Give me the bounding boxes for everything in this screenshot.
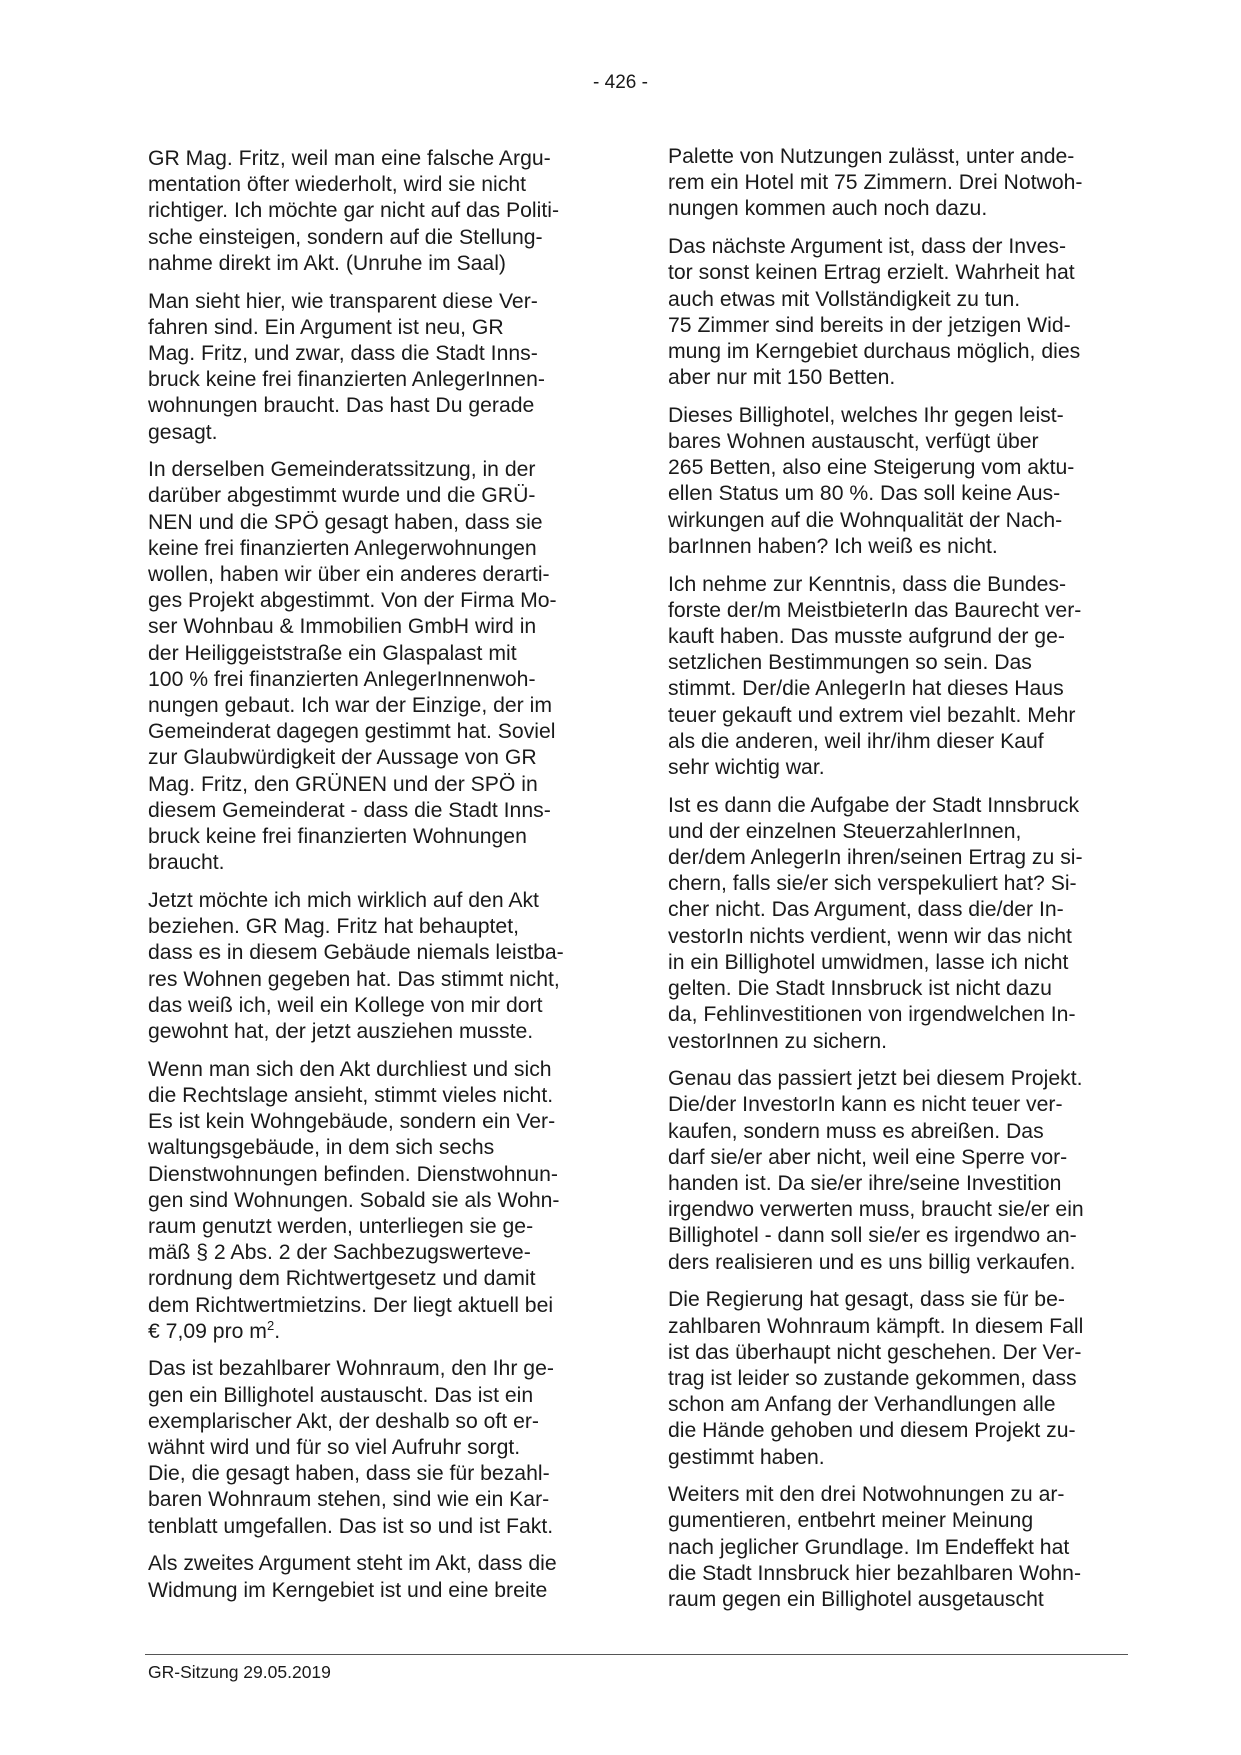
- text-line: stimmt. Der/die AnlegerIn hat dieses Haus: [668, 677, 1064, 701]
- text-line: mentation öfter wiederholt, wird sie nicht: [148, 173, 527, 197]
- text-line: Dieses Billighotel, welches Ihr gegen leist-: [668, 403, 1064, 427]
- text-line: 100 % frei finanzierten AnlegerInnenwoh-: [148, 667, 536, 691]
- text-line: sche einsteigen, sondern auf die Stellung-: [148, 225, 543, 249]
- text-line: rordnung dem Richtwertgesetz und damit: [148, 1267, 536, 1291]
- text-line: gen sind Wohnungen. Sobald sie als Wohn-: [148, 1188, 560, 1212]
- text-line: bruck keine frei finanzierten Wohnungen: [148, 825, 527, 849]
- text-line: richtiger. Ich möchte gar nicht auf das Politi-: [148, 199, 559, 223]
- text-line: vestorIn nichts verdient, wenn wir das nicht: [668, 924, 1072, 948]
- text-line: das weiß ich, weil ein Kollege von mir dort: [148, 993, 543, 1017]
- text-line: mung im Kerngebiet durchaus möglich, dies: [668, 339, 1081, 363]
- text-line: setzlichen Bestimmungen so sein. Das: [668, 651, 1032, 675]
- text-line: der/dem AnlegerIn ihren/seinen Ertrag zu si-: [668, 846, 1083, 870]
- text-line: res Wohnen gegeben hat. Das stimmt nicht,: [148, 967, 560, 991]
- text-line: Mag. Fritz, den GRÜNEN und der SPÖ in: [148, 772, 538, 796]
- text-line: kaufen, sondern muss es abreißen. Das: [668, 1119, 1044, 1143]
- text-line: baren Wohnraum stehen, sind wie ein Kar-: [148, 1488, 550, 1512]
- text-line: exemplarischer Akt, der deshalb so oft er-: [148, 1409, 539, 1433]
- text-line: dass es in diesem Gebäude niemals leistba-: [148, 941, 564, 965]
- text-line: dem Richtwertmietzins. Der liegt aktuell bei: [148, 1293, 554, 1317]
- text-line: Weiters mit den drei Notwohnungen zu ar-: [668, 1483, 1065, 1507]
- text-line: in ein Billighotel umwidmen, lasse ich nicht: [668, 950, 1069, 974]
- text-line: zur Glaubwürdigkeit der Aussage von GR: [148, 746, 537, 770]
- text-line: waltungsgebäude, in dem sich sechs: [148, 1136, 495, 1160]
- text-line: barInnen haben? Ich weiß es nicht.: [668, 534, 998, 558]
- text-line: Billighotel - dann soll sie/er es irgendwo an-: [668, 1224, 1077, 1248]
- text-line: Wenn man sich den Akt durchliest und sich: [148, 1057, 552, 1081]
- paragraph: [148, 1356, 603, 1539]
- superscript: 2: [266, 1317, 275, 1333]
- paragraph: [148, 289, 603, 446]
- paragraph: [148, 1551, 603, 1603]
- text-line: gesagt.: [148, 420, 218, 444]
- text-line: cher nicht. Das Argument, dass die/der In-: [668, 898, 1064, 922]
- text-line: raum gegen ein Billighotel ausgetauscht: [668, 1588, 1044, 1612]
- text-line: nungen kommen auch noch dazu.: [668, 197, 988, 221]
- text-line: die Hände gehoben und diesem Projekt zu-: [668, 1419, 1076, 1443]
- paragraph: [668, 1287, 1123, 1470]
- text-line: schon am Anfang der Verhandlungen alle: [668, 1393, 1056, 1417]
- text-line: In derselben Gemeinderatssitzung, in der: [148, 458, 536, 482]
- paragraph: [148, 146, 603, 277]
- text-line: Palette von Nutzungen zulässt, unter ande-: [668, 145, 1075, 168]
- text-line: nach jeglicher Grundlage. Im Endeffekt hat: [668, 1535, 1070, 1559]
- text-line: die Rechtslage ansieht, stimmt vieles nicht.: [148, 1083, 554, 1107]
- text-line: wollen, haben wir über ein anderes derarti-: [148, 563, 550, 587]
- text-line: gen ein Billighotel austauscht. Das ist ein: [148, 1383, 534, 1407]
- text-line: Ich nehme zur Kenntnis, dass die Bundes-: [668, 572, 1067, 596]
- text-line: Es ist kein Wohngebäude, sondern ein Ver-: [148, 1110, 556, 1134]
- text-line: sehr wichtig war.: [668, 755, 825, 779]
- text-line: Dienstwohnungen befinden. Dienstwohnun-: [148, 1162, 558, 1186]
- text-line: Jetzt möchte ich mich wirklich auf den Akt: [148, 888, 539, 912]
- text-line: Als zweites Argument steht im Akt, dass die: [148, 1552, 557, 1576]
- text-line: aber nur mit 150 Betten.: [668, 366, 896, 390]
- text-line: wirkungen auf die Wohnqualität der Nach-: [668, 508, 1063, 532]
- text-line: ser Wohnbau & Immobilien GmbH wird in: [148, 615, 537, 639]
- text-line: mäß § 2 Abs. 2 der Sachbezugswerteve-: [148, 1241, 531, 1265]
- text-line: handen ist. Da sie/er ihre/seine Investition: [668, 1172, 1062, 1196]
- page-number: - 426 -: [593, 72, 648, 93]
- text-line: und der einzelnen SteuerzahlerInnen,: [668, 819, 1022, 843]
- text-line: da, Fehlinvestitionen von irgendwelchen In-: [668, 1003, 1076, 1027]
- text-line: Mag. Fritz, und zwar, dass die Stadt Inns-: [148, 341, 538, 365]
- text-line: keine frei finanzierten Anlegerwohnungen: [148, 536, 537, 560]
- text-line: zahlbaren Wohnraum kämpft. In diesem Fall: [668, 1314, 1084, 1338]
- text-line: nungen gebaut. Ich war der Einzige, der im: [148, 694, 552, 718]
- text-line: kauft haben. Das musste aufgrund der ge-: [668, 624, 1065, 648]
- text-line: braucht.: [148, 851, 225, 875]
- text-line: gestimmt haben.: [668, 1445, 825, 1469]
- text-line: [148, 1319, 603, 1345]
- text-line: gewohnt hat, der jetzt ausziehen musste.: [148, 1020, 534, 1043]
- text-line: Das nächste Argument ist, dass der Inves-: [668, 235, 1067, 259]
- text-line: diesem Gemeinderat - dass die Stadt Inns-: [148, 798, 551, 822]
- text-line: wohnungen braucht. Das hast Du gerade: [148, 394, 535, 418]
- paragraph: [668, 403, 1123, 560]
- text-line: ges Projekt abgestimmt. Von der Firma Mo-: [148, 589, 557, 613]
- right-column: [668, 144, 1123, 1625]
- paragraph: [148, 457, 603, 876]
- text-line: ders realisieren und es uns billig verkaufen.: [668, 1250, 1076, 1274]
- text-line: die Stadt Innsbruck hier bezahlbaren Wohn-: [668, 1561, 1082, 1585]
- text-line: darf sie/er aber nicht, weil eine Sperre vor-: [668, 1145, 1068, 1169]
- text-line: bares Wohnen austauscht, verfügt über: [668, 430, 1039, 454]
- text-line: trag ist leider so zustande gekommen, dass: [668, 1366, 1077, 1390]
- text-line: Widmung im Kerngebiet ist und eine breite: [148, 1578, 548, 1602]
- text-segment: .: [274, 1319, 281, 1343]
- text-line: forste der/m MeistbieterIn das Baurecht ver-: [668, 598, 1082, 622]
- text-line: ist das überhaupt nicht geschehen. Der Ver-: [668, 1340, 1082, 1364]
- text-line: auch etwas mit Vollständigkeit zu tun.: [668, 287, 1021, 311]
- text-line: tor sonst keinen Ertrag erzielt. Wahrheit hat: [668, 261, 1075, 285]
- text-line: wähnt wird und für so viel Aufruhr sorgt.: [148, 1436, 521, 1460]
- text-line: vestorInnen zu sichern.: [668, 1029, 888, 1053]
- text-line: nahme direkt im Akt. (Unruhe im Saal): [148, 251, 506, 275]
- text-line: gelten. Die Stadt Innsbruck ist nicht dazu: [668, 977, 1052, 1001]
- text-line: der Heiliggeiststraße ein Glaspalast mit: [148, 641, 517, 665]
- paragraph: [668, 1066, 1123, 1276]
- left-column: [148, 146, 603, 1615]
- text-line: Das ist bezahlbarer Wohnraum, den Ihr ge-: [148, 1357, 554, 1381]
- text-line: Man sieht hier, wie transparent diese Ver-: [148, 289, 538, 313]
- paragraph: [148, 888, 603, 1045]
- text-line: bruck keine frei finanzierten AnlegerInnen-: [148, 368, 545, 392]
- text-line: Genau das passiert jetzt bei diesem Projekt.: [668, 1067, 1083, 1091]
- text-line: irgendwo verwerten muss, braucht sie/er ein: [668, 1198, 1084, 1222]
- text-line: chern, falls sie/er sich verspekuliert hat? Si-: [668, 872, 1077, 896]
- text-line: tenblatt umgefallen. Das ist so und ist Fakt.: [148, 1514, 554, 1538]
- paragraph: [668, 1482, 1123, 1613]
- text-line: Die, die gesagt haben, dass sie für bezahl-: [148, 1462, 550, 1486]
- paragraph: [668, 234, 1123, 391]
- text-line: Gemeinderat dagegen gestimmt hat. Soviel: [148, 720, 556, 744]
- text-line: 75 Zimmer sind bereits in der jetzigen Wid-: [668, 313, 1071, 337]
- footer-divider: [145, 1654, 1128, 1655]
- text-line: NEN und die SPÖ gesagt haben, dass sie: [148, 510, 543, 534]
- paragraph: [668, 144, 1123, 223]
- text-line: beziehen. GR Mag. Fritz hat behauptet,: [148, 915, 519, 939]
- text-line: Die/der InvestorIn kann es nicht teuer ver-: [668, 1093, 1063, 1117]
- text-line: 265 Betten, also eine Steigerung vom aktu-: [668, 456, 1075, 480]
- text-line: teuer gekauft und extrem viel bezahlt. Mehr: [668, 703, 1076, 727]
- text-segment: € 7,09 pro m: [148, 1319, 267, 1343]
- text-line: als die anderen, weil ihr/ihm dieser Kauf: [668, 729, 1044, 753]
- text-line: fahren sind. Ein Argument ist neu, GR: [148, 315, 504, 339]
- paragraph: [148, 1057, 603, 1345]
- text-line: GR Mag. Fritz, weil man eine falsche Argu-: [148, 147, 551, 170]
- paragraph: [668, 572, 1123, 782]
- text-line: Die Regierung hat gesagt, dass sie für be-: [668, 1288, 1065, 1312]
- text-line: darüber abgestimmt wurde und die GRÜ-: [148, 484, 536, 508]
- text-line: rem ein Hotel mit 75 Zimmern. Drei Notwoh-: [668, 171, 1083, 195]
- text-line: raum genutzt werden, unterliegen sie ge-: [148, 1214, 534, 1238]
- text-line: ellen Status um 80 %. Das soll keine Aus-: [668, 482, 1061, 506]
- footer-session-label: GR-Sitzung 29.05.2019: [148, 1662, 331, 1682]
- text-line: gumentieren, entbehrt meiner Meinung: [668, 1509, 1034, 1533]
- text-line: Ist es dann die Aufgabe der Stadt Innsbruck: [668, 793, 1080, 817]
- paragraph: [668, 793, 1123, 1055]
